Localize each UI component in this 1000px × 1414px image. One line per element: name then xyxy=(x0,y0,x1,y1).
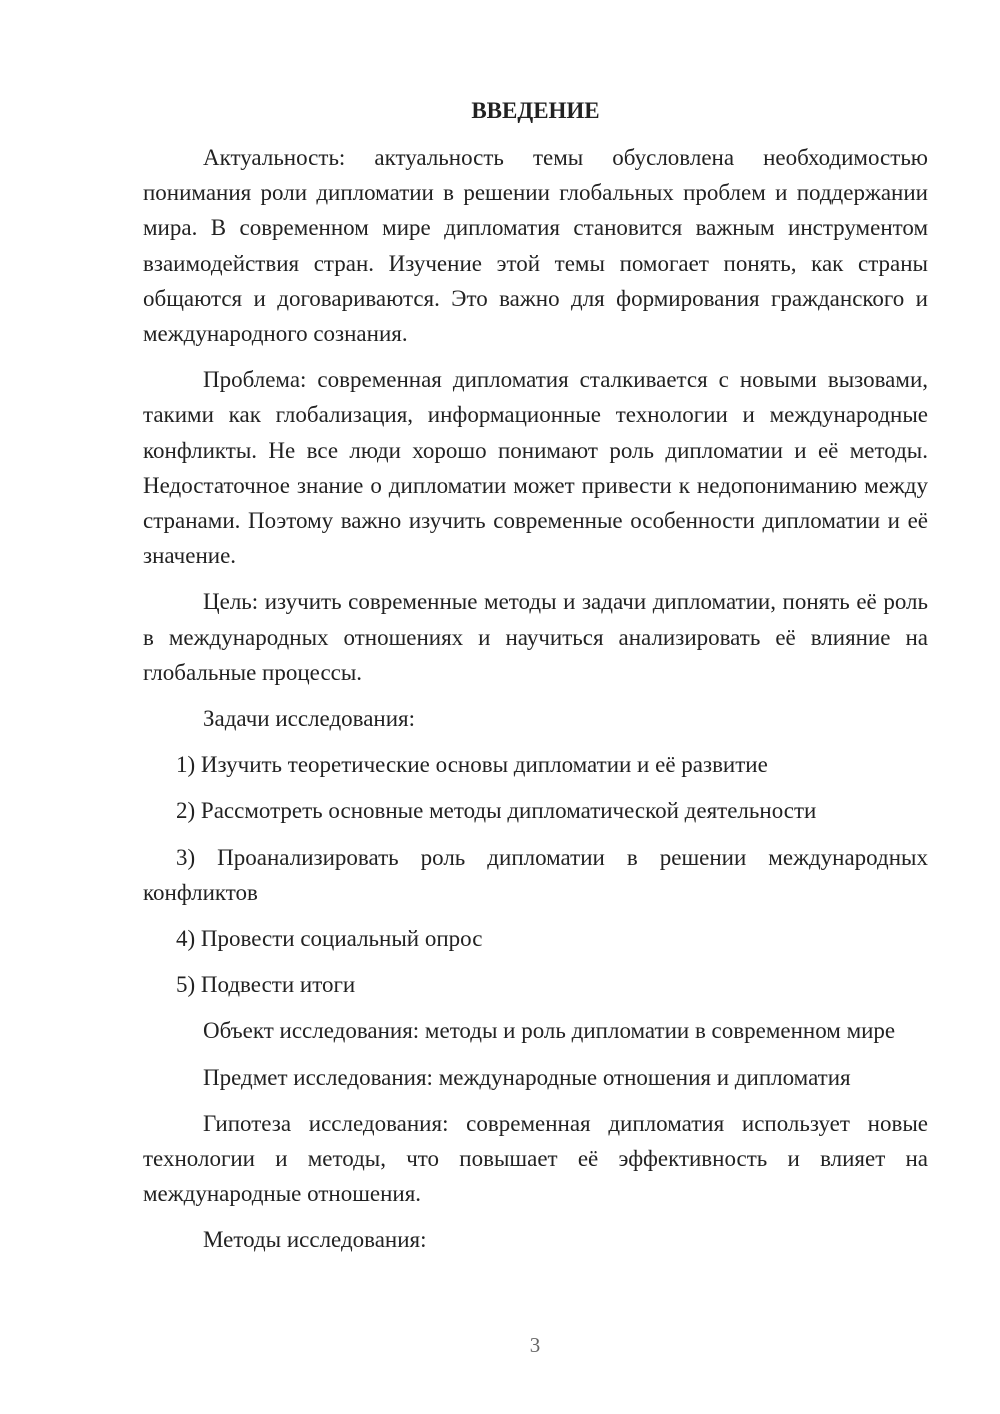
document-page xyxy=(143,94,928,1269)
page-title: ВВЕДЕНИЕ xyxy=(471,98,600,123)
tasks-heading: Задачи исследования: xyxy=(203,706,416,732)
task-item-4: 4) Провести социальный опрос xyxy=(176,926,483,952)
hypothesis-paragraph: Гипотеза исследования: современная дипломатия использует новые технологии и методы, что повышает её эффективность и влияет на международные отношения. xyxy=(143,1110,928,1207)
task-item-1: 1) Изучить теоретические основы дипломатии и её развитие xyxy=(176,752,768,778)
object-paragraph: Объект исследования: методы и роль дипломатии в современном мире xyxy=(203,1018,896,1044)
methods-heading: Методы исследования: xyxy=(203,1227,427,1253)
task-item-3: 3) Проанализировать роль дипломатии в решении международных конфликтов xyxy=(143,844,928,905)
task-item-2: 2) Рассмотреть основные методы дипломатической деятельности xyxy=(176,798,817,824)
problem-paragraph: Проблема: современная дипломатия сталкивается с новыми вызовами, такими как глобализация, информационные технологии и международные конфликты. Не все люди хорошо понимают роль дипломатии и её методы. Недостаточное знание о дипломатии может привести к недопониманию между странами. Поэтому важно изучить современные особенности дипломатии и её значение. xyxy=(143,367,928,569)
subject-paragraph: Предмет исследования: международные отношения и дипломатия xyxy=(203,1064,851,1090)
relevance-paragraph: Актуальность: актуальность темы обусловлена необходимостью понимания роли дипломатии в решении глобальных проблем и поддержании мира. В современном мире дипломатия становится важным инструментом взаимодействия стран. Изучение этой темы помогает понять, как страны общаются и договариваются. Это важно для формирования гражданского и международного сознания. xyxy=(143,145,928,347)
task-item-5: 5) Подвести итоги xyxy=(176,972,356,998)
page-number: 3 xyxy=(529,1333,541,1357)
goal-paragraph: Цель: изучить современные методы и задачи дипломатии, понять её роль в международных отношениях и научиться анализировать её влияние на глобальные процессы. xyxy=(143,589,928,685)
